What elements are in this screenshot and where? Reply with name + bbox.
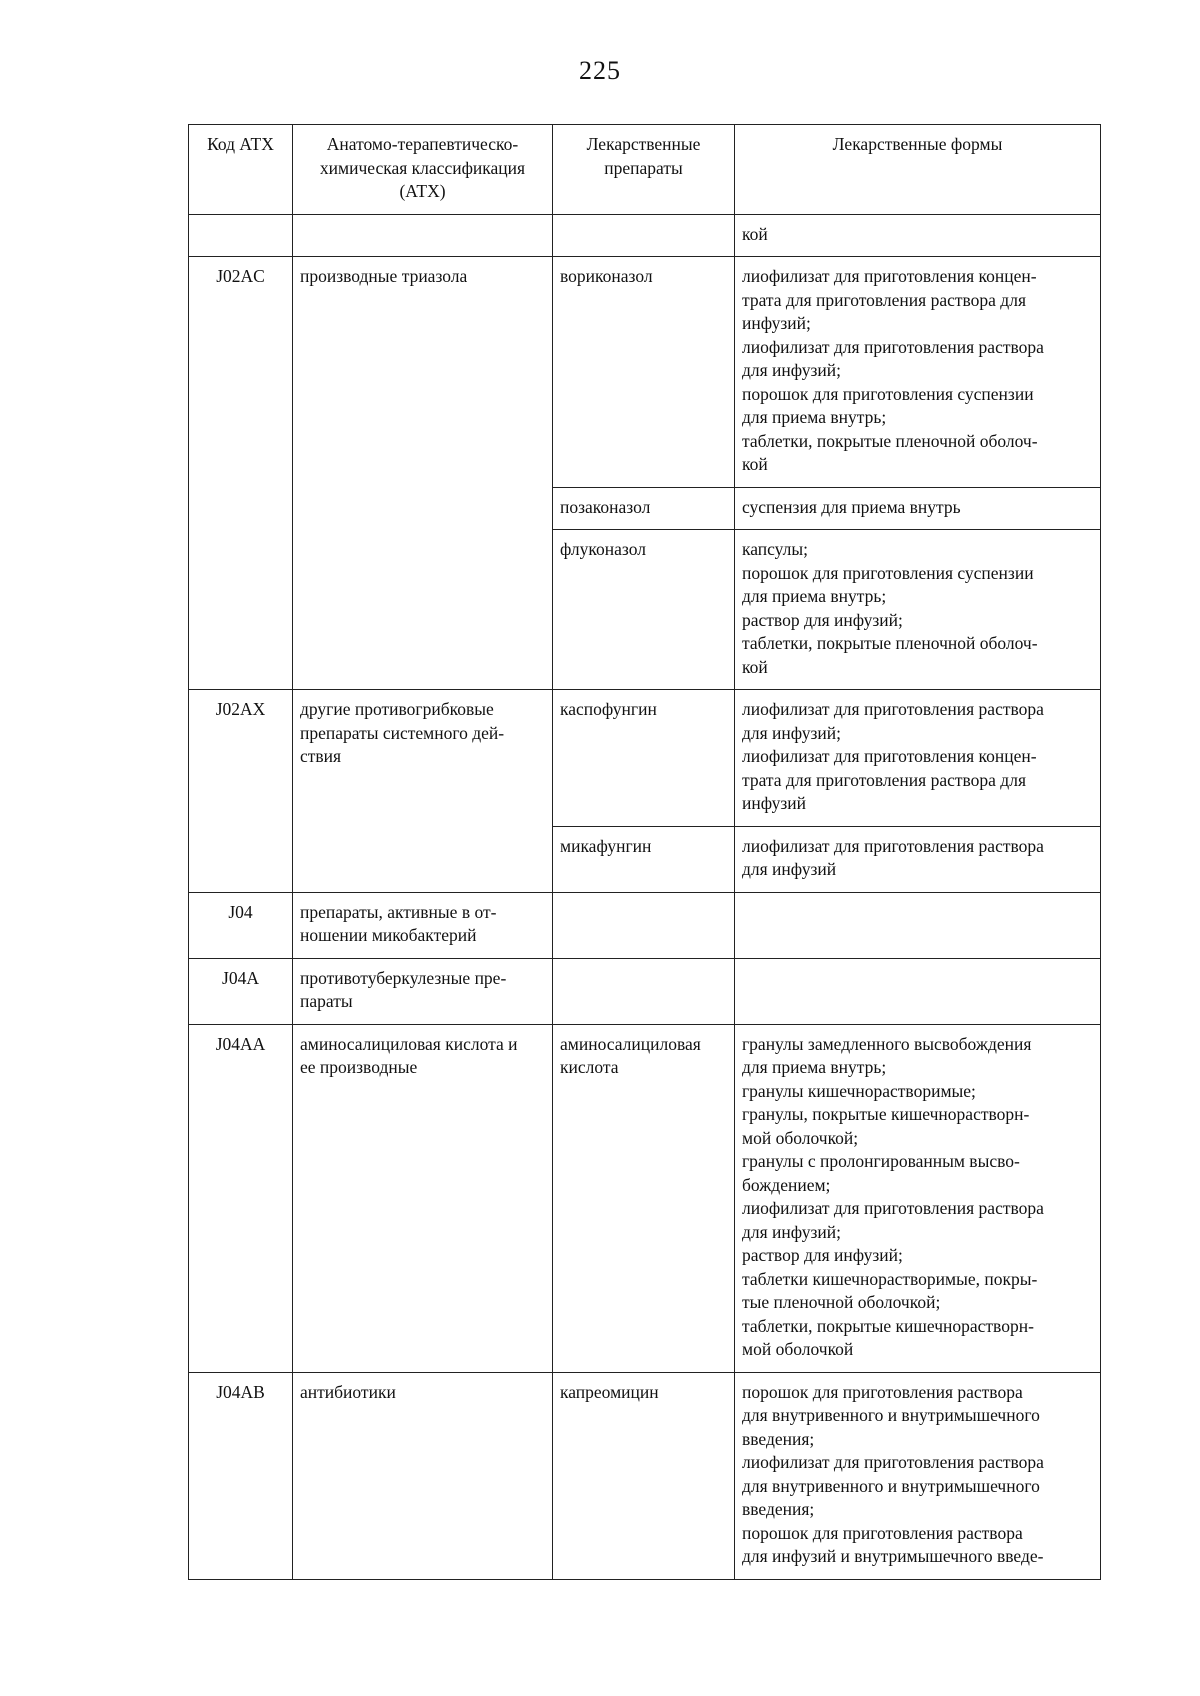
code-cell: J04 [189, 892, 293, 958]
table-row [189, 1372, 1101, 1579]
forms-cell: лиофилизат для приготовления раствора для инфузий [735, 826, 1101, 892]
forms-cell: капсулы; порошок для приготовления суспензии для приема внутрь; раствор для инфузий; таблетки, покрытые пленочной оболоч- кой [735, 530, 1101, 690]
atc-table [188, 124, 1101, 1580]
table-row [189, 690, 1101, 827]
drug-cell: капреомицин [553, 1372, 735, 1579]
code-cell: J02AC [189, 257, 293, 690]
drug-cell: позаконазол [553, 487, 735, 530]
code-cell: J04A [189, 958, 293, 1024]
forms-cell [735, 958, 1101, 1024]
header-row [189, 125, 1101, 215]
forms-cell: лиофилизат для приготовления раствора для инфузий; лиофилизат для приготовления концен- трата для приготовления раствора для инфузий [735, 690, 1101, 827]
forms-cell [735, 892, 1101, 958]
atc-table-wrapper [188, 124, 1100, 1580]
drug-cell [553, 892, 735, 958]
drug-cell: флуконазол [553, 530, 735, 690]
drug-cell: микафунгин [553, 826, 735, 892]
table-row [189, 1024, 1101, 1372]
forms-cell: лиофилизат для приготовления концен- трата для приготовления раствора для инфузий; лиофилизат для приготовления раствора для инфузий; порошок для приготовления суспензии для приема внутрь; таблетки, покрытые пленочной оболоч- кой [735, 257, 1101, 488]
code-cell: J04AB [189, 1372, 293, 1579]
table-row [189, 892, 1101, 958]
table-row [189, 958, 1101, 1024]
classification-cell [293, 214, 553, 257]
classification-cell: противотуберкулезные пре- параты [293, 958, 553, 1024]
table-row [189, 257, 1101, 488]
forms-cell: гранулы замедленного высвобождения для приема внутрь; гранулы кишечнорастворимые; гранулы, покрытые кишечнорастворн- мой оболочкой; гранулы с пролонгированным высво- бождением; лиофилизат для приготовления раствора для инфузий; раствор для инфузий; таблетки кишечнорастворимые, покры- тые пленочной оболочкой; таблетки, покрытые кишечнорастворн- мой оболочкой [735, 1024, 1101, 1372]
forms-cell: кой [735, 214, 1101, 257]
drug-cell: вориконазол [553, 257, 735, 488]
classification-cell: препараты, активные в от- ношении микобактерий [293, 892, 553, 958]
classification-cell: другие противогрибковые препараты системного дей- ствия [293, 690, 553, 893]
code-cell: J02AX [189, 690, 293, 893]
forms-cell: суспензия для приема внутрь [735, 487, 1101, 530]
drug-cell: аминосалициловая кислота [553, 1024, 735, 1372]
header-forms: Лекарственные формы [735, 125, 1101, 215]
table-row [189, 214, 1101, 257]
drug-cell: каспофунгин [553, 690, 735, 827]
classification-cell: антибиотики [293, 1372, 553, 1579]
drug-cell [553, 214, 735, 257]
code-cell [189, 214, 293, 257]
code-cell: J04AA [189, 1024, 293, 1372]
drug-cell [553, 958, 735, 1024]
classification-cell: производные триазола [293, 257, 553, 690]
page-number: 225 [579, 56, 621, 85]
forms-cell: порошок для приготовления раствора для внутривенного и внутримышечного введения; лиофилизат для приготовления раствора для внутривенного и внутримышечного введения; порошок для приготовления раствора для инфузий и внутримышечного введе- [735, 1372, 1101, 1579]
header-classification: Анатомо-терапевтическо- химическая классификация (АТХ) [293, 125, 553, 215]
header-drugs: Лекарственные препараты [553, 125, 735, 215]
classification-cell: аминосалициловая кислота и ее производные [293, 1024, 553, 1372]
header-code: Код АТХ [189, 125, 293, 215]
